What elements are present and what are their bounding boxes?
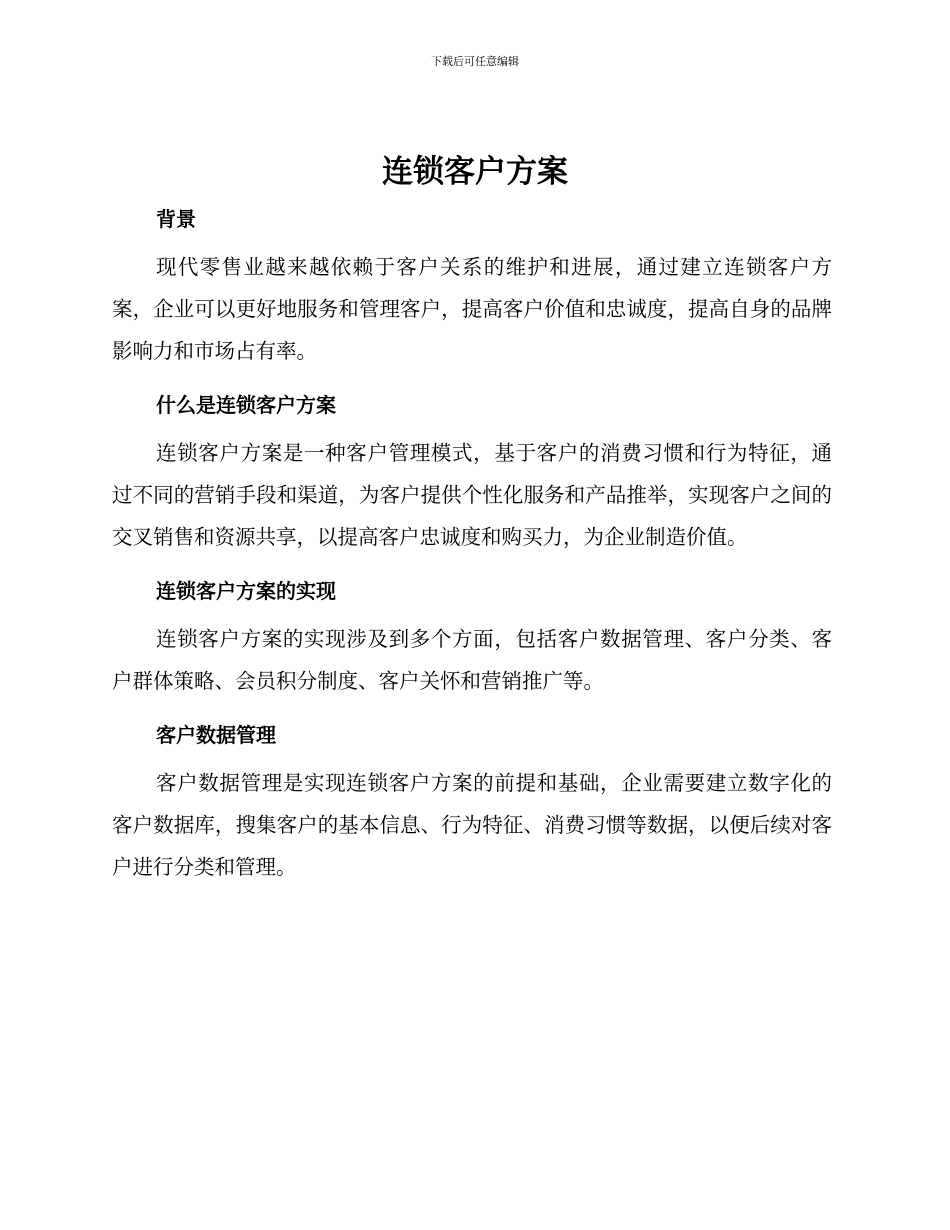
document-body bbox=[112, 198, 832, 900]
section-what-is bbox=[112, 384, 832, 558]
section-implementation bbox=[112, 570, 832, 702]
section-data-management bbox=[112, 714, 832, 888]
section-heading: 背景 bbox=[156, 207, 196, 231]
page-header-note: 下载后可任意编辑 bbox=[431, 55, 519, 68]
section-heading: 客户数据管理 bbox=[156, 723, 276, 747]
section-paragraph: 连锁客户方案是一种客户管理模式，基于客户的消费习惯和行为特征，通过不同的营销手段和渠道，为客户提供个性化服务和产品推举，实现客户之间的交叉销售和资源共享，以提高客户忠诚度和购买力，为企业制造价值。 bbox=[112, 441, 832, 549]
section-paragraph: 连锁客户方案的实现涉及到多个方面，包括客户数据管理、客户分类、客户群体策略、会员积分制度、客户关怀和营销推广等。 bbox=[112, 627, 832, 693]
section-heading: 连锁客户方案的实现 bbox=[156, 579, 336, 603]
section-paragraph: 客户数据管理是实现连锁客户方案的前提和基础，企业需要建立数字化的客户数据库，搜集客户的基本信息、行为特征、消费习惯等数据，以便后续对客户进行分类和管理。 bbox=[112, 771, 832, 879]
section-background bbox=[112, 198, 832, 372]
section-paragraph: 现代零售业越来越依赖于客户关系的维护和进展，通过建立连锁客户方案，企业可以更好地服务和管理客户，提高客户价值和忠诚度，提高自身的品牌影响力和市场占有率。 bbox=[112, 255, 832, 363]
document-title: 连锁客户方案 bbox=[382, 154, 568, 190]
section-heading: 什么是连锁客户方案 bbox=[156, 393, 336, 417]
